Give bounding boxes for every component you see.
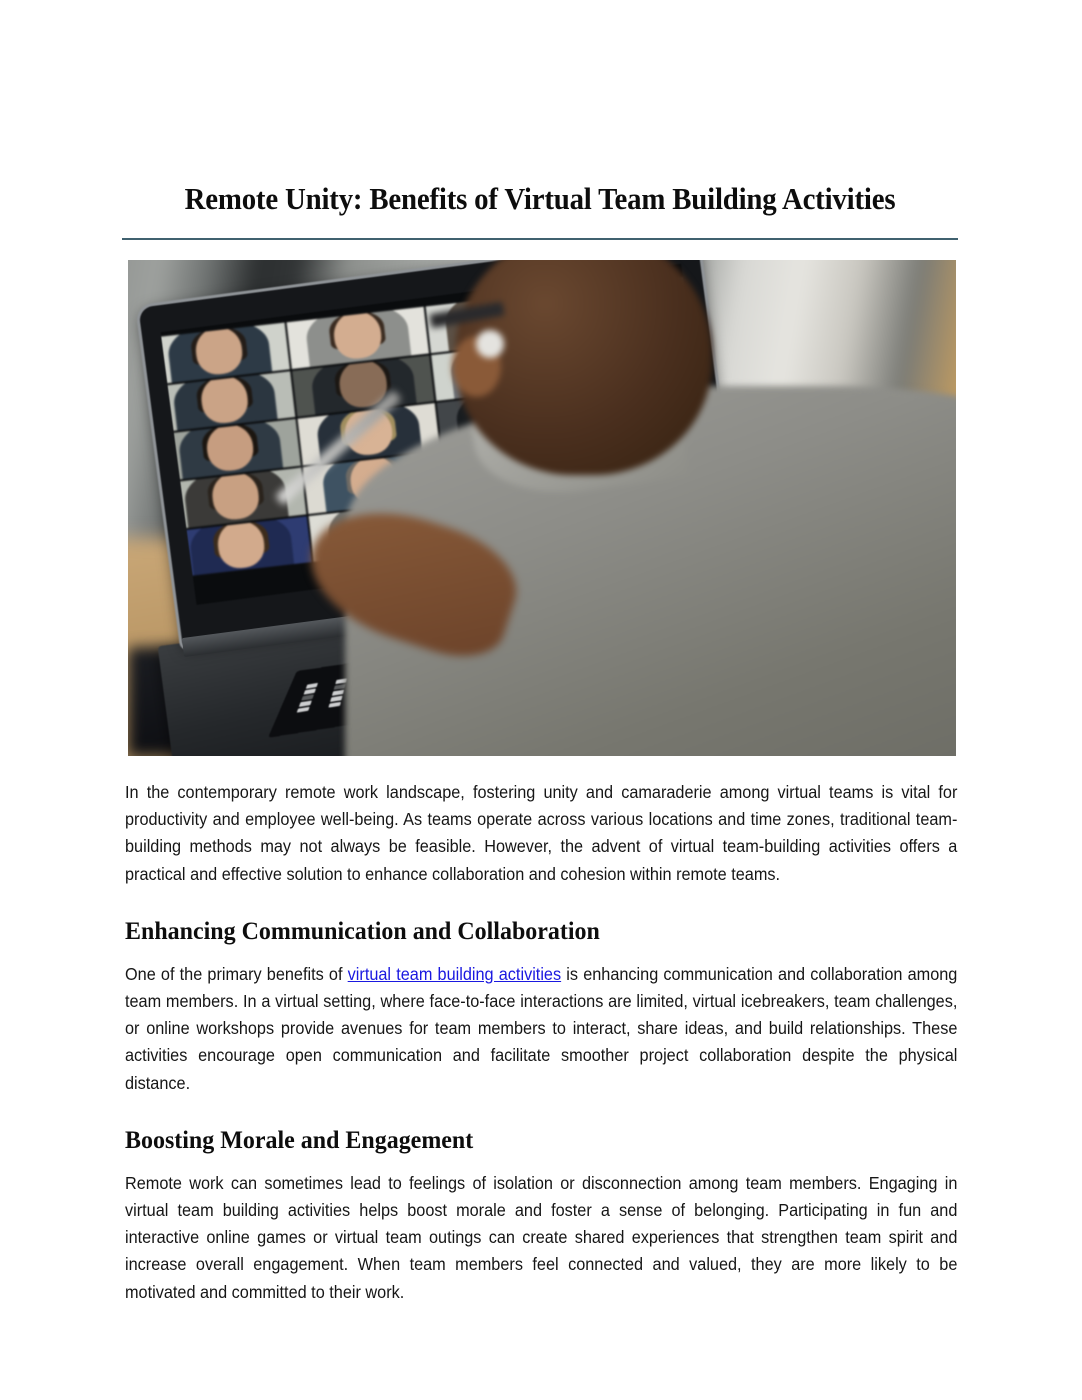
intro-paragraph: In the contemporary remote work landscape, fostering unity and camaraderie among virtual teams is vital for productivity and employee well-being. As teams operate across various locations and time zones, traditional team-building methods may not always be feasible. However, the advent of virtual team-building activities offers a practical and effective solution to enhance collaboration and cohesion within remote teams. <box>125 782 958 884</box>
page-title: Remote Unity: Benefits of Virtual Team Building Activities <box>184 180 896 216</box>
paragraph-text-after-link: is enhancing communication and collaboration among team members. In a virtual setting, where face-to-face interactions are limited, virtual icebreakers, team challenges, or online workshops provide avenues for team members to interact, share ideas, and build relationships. These activities encourage open communication and facilitate smoother project collaboration despite the physical distance. <box>125 963 958 1093</box>
section-paragraph-communication <box>125 961 957 1097</box>
section-heading-communication: Enhancing Communication and Collaboration <box>125 915 600 945</box>
virtual-team-meeting-photo <box>128 260 956 756</box>
title-divider <box>122 238 958 240</box>
section-paragraph-morale: Remote work can sometimes lead to feelings of isolation or disconnection among team members. Engaging in virtual team building activities helps boost morale and foster a sense of belonging. Participating in fun and interactive online games or virtual team outings can create shared experiences that strengthen team spirit and increase overall engagement. When team members feel connected and valued, they are more likely to be motivated and committed to their work. <box>125 1172 958 1302</box>
paragraph-text-before-link: One of the primary benefits of <box>125 963 348 984</box>
section-heading-morale: Boosting Morale and Engagement <box>125 1124 474 1154</box>
virtual-team-building-activities-link[interactable]: virtual team building activities <box>347 963 562 984</box>
person-foreground <box>443 260 956 756</box>
hero-image <box>128 260 956 756</box>
article-body <box>125 779 957 1306</box>
earbud-icon <box>476 330 504 358</box>
